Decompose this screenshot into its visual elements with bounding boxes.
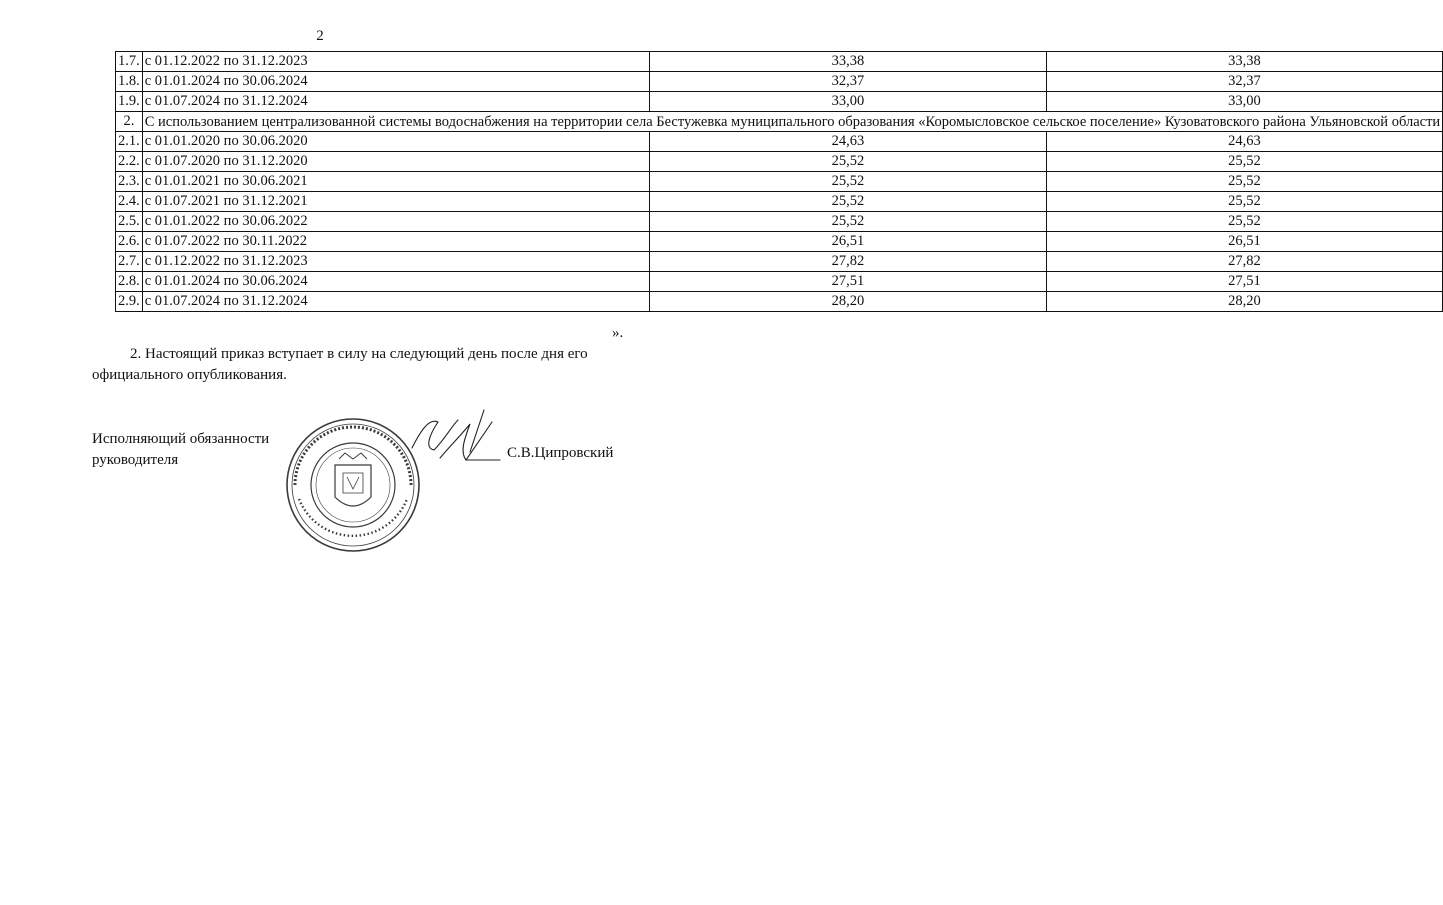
row-period: с 01.07.2024 по 31.12.2024 <box>142 292 649 312</box>
row-value-2: 27,82 <box>1046 252 1443 272</box>
row-period: с 01.01.2021 по 30.06.2021 <box>142 172 649 192</box>
section-description: С использованием централизованной системы водоснабжения на территории села Бестужевка муниципального образования «Коромысловское сельское поселение» Кузоватовского района Ульяновской области <box>142 112 1442 132</box>
table-row <box>116 72 1443 92</box>
row-number: 2.1. <box>116 132 143 152</box>
row-value-1: 26,51 <box>650 232 1047 252</box>
row-period: с 01.07.2022 по 30.11.2022 <box>142 232 649 252</box>
table-body-upper <box>116 52 1443 112</box>
row-value-2: 33,38 <box>1046 52 1443 72</box>
paragraph-line-1: 2. Настоящий приказ вступает в силу на следующий день после дня его <box>130 346 588 362</box>
table-row <box>116 212 1443 232</box>
row-value-2: 25,52 <box>1046 172 1443 192</box>
signer-name: С.В.Ципровский <box>507 445 614 461</box>
row-value-2: 33,00 <box>1046 92 1443 112</box>
row-value-1: 28,20 <box>650 292 1047 312</box>
row-number: 2.2. <box>116 152 143 172</box>
row-number: 2.4. <box>116 192 143 212</box>
table-row <box>116 92 1443 112</box>
row-period: с 01.07.2024 по 31.12.2024 <box>142 92 649 112</box>
row-value-2: 25,52 <box>1046 212 1443 232</box>
row-value-1: 27,82 <box>650 252 1047 272</box>
row-value-1: 33,00 <box>650 92 1047 112</box>
row-number: 1.7. <box>116 52 143 72</box>
table-row <box>116 132 1443 152</box>
table-row <box>116 252 1443 272</box>
row-period: с 01.01.2022 по 30.06.2022 <box>142 212 649 232</box>
row-value-2: 27,51 <box>1046 272 1443 292</box>
closing-quote: ». <box>612 325 624 341</box>
table-row <box>116 172 1443 192</box>
row-number: 1.8. <box>116 72 143 92</box>
table-body-section <box>116 112 1443 132</box>
table-section-row <box>116 112 1443 132</box>
row-value-1: 32,37 <box>650 72 1047 92</box>
table-row <box>116 152 1443 172</box>
row-number: 1.9. <box>116 92 143 112</box>
row-value-1: 25,52 <box>650 192 1047 212</box>
row-period: с 01.12.2022 по 31.12.2023 <box>142 252 649 272</box>
row-number: 2.8. <box>116 272 143 292</box>
table-row <box>116 292 1443 312</box>
position-line-1: Исполняющий обязанности <box>92 431 270 447</box>
tariff-table <box>115 51 1443 312</box>
row-period: с 01.12.2022 по 31.12.2023 <box>142 52 649 72</box>
section-number: 2. <box>116 112 143 132</box>
row-value-1: 25,52 <box>650 172 1047 192</box>
row-value-2: 24,63 <box>1046 132 1443 152</box>
row-value-2: 26,51 <box>1046 232 1443 252</box>
row-period: с 01.01.2024 по 30.06.2024 <box>142 272 649 292</box>
order-paragraph <box>92 344 608 386</box>
table-row <box>116 232 1443 252</box>
row-number: 2.3. <box>116 172 143 192</box>
signatory-position <box>92 429 269 471</box>
row-value-2: 32,37 <box>1046 72 1443 92</box>
table-row <box>116 272 1443 292</box>
table-row <box>116 52 1443 72</box>
row-value-1: 33,38 <box>650 52 1047 72</box>
position-line-2: руководителя <box>92 452 179 468</box>
row-value-1: 25,52 <box>650 212 1047 232</box>
row-value-2: 25,52 <box>1046 192 1443 212</box>
row-number: 2.7. <box>116 252 143 272</box>
row-number: 2.5. <box>116 212 143 232</box>
table-body-lower <box>116 132 1443 312</box>
row-value-2: 28,20 <box>1046 292 1443 312</box>
row-period: с 01.01.2020 по 30.06.2020 <box>142 132 649 152</box>
page-number: 2 <box>316 28 324 44</box>
handwritten-signature <box>400 400 505 480</box>
row-value-1: 27,51 <box>650 272 1047 292</box>
row-period: с 01.07.2021 по 31.12.2021 <box>142 192 649 212</box>
paragraph-line-2: официального опубликования. <box>92 367 287 383</box>
row-value-1: 25,52 <box>650 152 1047 172</box>
row-value-2: 25,52 <box>1046 152 1443 172</box>
row-value-1: 24,63 <box>650 132 1047 152</box>
row-period: с 01.01.2024 по 30.06.2024 <box>142 72 649 92</box>
table-row <box>116 192 1443 212</box>
row-number: 2.9. <box>116 292 143 312</box>
row-period: с 01.07.2020 по 31.12.2020 <box>142 152 649 172</box>
row-number: 2.6. <box>116 232 143 252</box>
